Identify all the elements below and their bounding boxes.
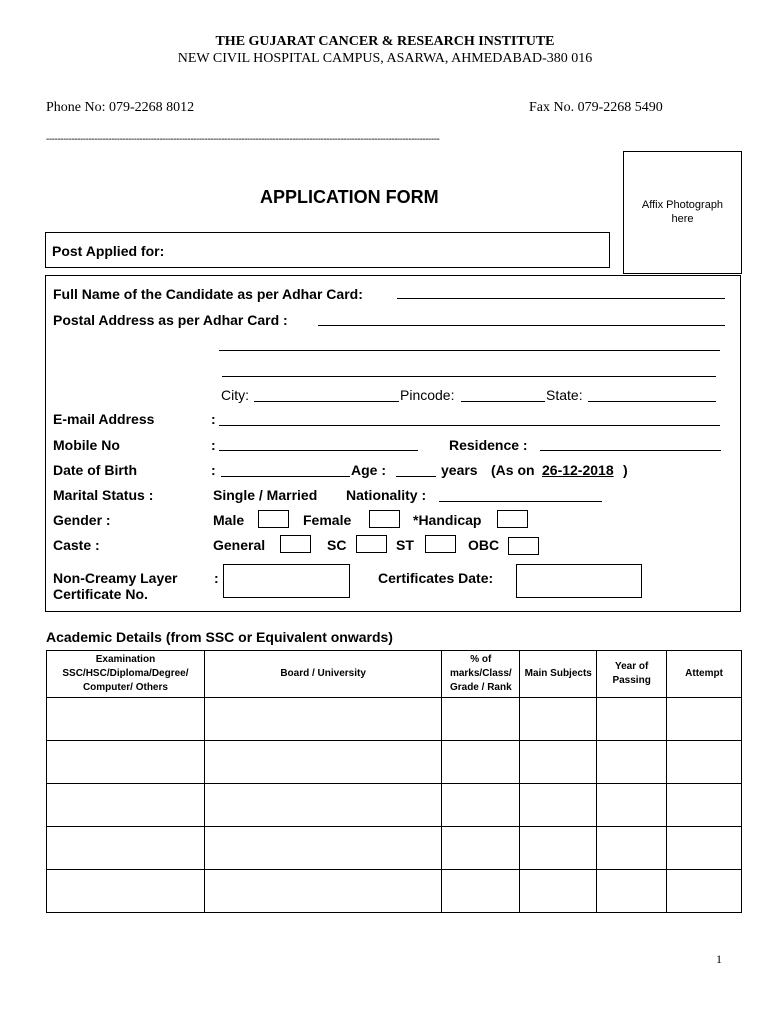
obc-label: OBC [468,537,500,553]
postal-address-field-1[interactable] [318,325,725,326]
general-checkbox[interactable] [280,535,311,553]
dob-field[interactable] [221,476,350,477]
caste-label: Caste : [53,537,100,553]
table-cell[interactable] [204,741,441,784]
male-checkbox[interactable] [258,510,289,528]
city-label: City: [221,387,249,403]
col-attempt: Attempt [667,651,742,698]
table-cell[interactable] [442,827,520,870]
full-name-field[interactable] [397,298,725,299]
table-row [47,870,742,913]
nationality-label: Nationality : [346,487,427,503]
table-cell[interactable] [597,784,667,827]
age-field[interactable] [396,476,436,477]
table-cell[interactable] [47,870,205,913]
academic-header-row [47,651,742,698]
table-cell[interactable] [47,741,205,784]
years-label: years [441,462,478,478]
table-cell[interactable] [47,698,205,741]
table-cell[interactable] [667,784,742,827]
academic-heading: Academic Details (from SSC or Equivalent onwards) [46,629,393,645]
form-title: APPLICATION FORM [260,187,439,207]
table-cell[interactable] [520,698,597,741]
handicap-label: *Handicap [413,512,482,528]
gender-label: Gender : [53,512,111,528]
col-marks: % of marks/Class/ Grade / Rank [442,651,520,698]
email-colon: : [211,411,216,427]
ncl-label-line2: Certificate No. [53,586,148,602]
table-cell[interactable] [597,741,667,784]
ncl-colon: : [214,570,219,586]
institute-name: THE GUJARAT CANCER & RESEARCH INSTITUTE [215,34,555,49]
table-cell[interactable] [204,784,441,827]
col-year-of-passing: Year of Passing [597,651,667,698]
table-cell[interactable] [597,870,667,913]
dob-colon: : [211,462,216,478]
table-cell[interactable] [597,827,667,870]
table-row [47,698,742,741]
postal-address-field-2[interactable] [219,350,720,351]
table-cell[interactable] [520,741,597,784]
photo-box[interactable] [623,151,742,274]
ncl-label-line1: Non-Creamy Layer [53,570,178,586]
pincode-field[interactable] [461,401,545,402]
table-cell[interactable] [442,698,520,741]
institute-address: NEW CIVIL HOSPITAL CAMPUS, ASARWA, AHMEDABAD-380 016 [177,51,593,66]
table-cell[interactable] [520,827,597,870]
certificates-date-field[interactable] [516,564,642,598]
pincode-label: Pincode: [400,387,455,403]
mobile-label: Mobile No [53,437,120,453]
col-main-subjects: Main Subjects [520,651,597,698]
residence-label: Residence : [449,437,528,453]
female-label: Female [303,512,352,528]
col-examination: Examination SSC/HSC/Diploma/Degree/ Computer/ Others [47,651,205,698]
table-cell[interactable] [442,870,520,913]
photo-box-label: Affix Photograph here [641,199,724,225]
table-cell[interactable] [47,827,205,870]
email-label: E-mail Address [53,411,155,427]
st-label: ST [396,537,414,553]
post-applied-field[interactable] [45,232,610,268]
col-board-university: Board / University [204,651,441,698]
mobile-colon: : [211,437,216,453]
table-cell[interactable] [442,741,520,784]
marital-status-options[interactable]: Single / Married [213,487,318,503]
post-applied-label: Post Applied for: [52,243,165,259]
table-cell[interactable] [442,784,520,827]
fax-number: Fax No. 079-2268 5490 [529,100,663,115]
table-cell[interactable] [204,698,441,741]
postal-address-field-3[interactable] [222,376,716,377]
dob-label: Date of Birth [53,462,137,478]
obc-checkbox[interactable] [508,537,539,555]
full-name-label: Full Name of the Candidate as per Adhar Card: [53,286,363,302]
marital-status-label: Marital Status : [53,487,154,503]
table-cell[interactable] [47,784,205,827]
page-number: 1 [716,952,722,966]
residence-field[interactable] [540,450,721,451]
mobile-field[interactable] [219,450,418,451]
header-divider: ------------------------------------------------------------------------------------------------------------------------------------------- [46,134,440,145]
state-field[interactable] [588,401,716,402]
table-row [47,784,742,827]
postal-address-label: Postal Address as per Adhar Card : [53,312,288,328]
ncl-certificate-field[interactable] [223,564,350,598]
general-label: General [213,537,266,553]
table-cell[interactable] [667,741,742,784]
table-cell[interactable] [204,870,441,913]
st-checkbox[interactable] [425,535,456,553]
female-checkbox[interactable] [369,510,400,528]
table-cell[interactable] [667,870,742,913]
age-label: Age : [351,462,386,478]
table-cell[interactable] [204,827,441,870]
nationality-field[interactable] [439,501,602,502]
sc-checkbox[interactable] [356,535,387,553]
email-field[interactable] [219,425,720,426]
table-cell[interactable] [597,698,667,741]
academic-table [46,650,742,913]
state-label: State: [546,387,583,403]
table-cell[interactable] [667,698,742,741]
city-field[interactable] [254,401,399,402]
as-on-prefix: (As on [491,462,535,478]
table-cell[interactable] [520,784,597,827]
as-on-date: 26-12-2018 [542,462,614,478]
table-cell[interactable] [520,870,597,913]
table-row [47,827,742,870]
handicap-checkbox[interactable] [497,510,528,528]
male-label: Male [213,512,245,528]
table-row [47,741,742,784]
as-on-suffix: ) [623,462,628,478]
phone-number: Phone No: 079-2268 8012 [46,100,195,115]
certificates-date-label: Certificates Date: [378,570,494,586]
sc-label: SC [327,537,347,553]
table-cell[interactable] [667,827,742,870]
